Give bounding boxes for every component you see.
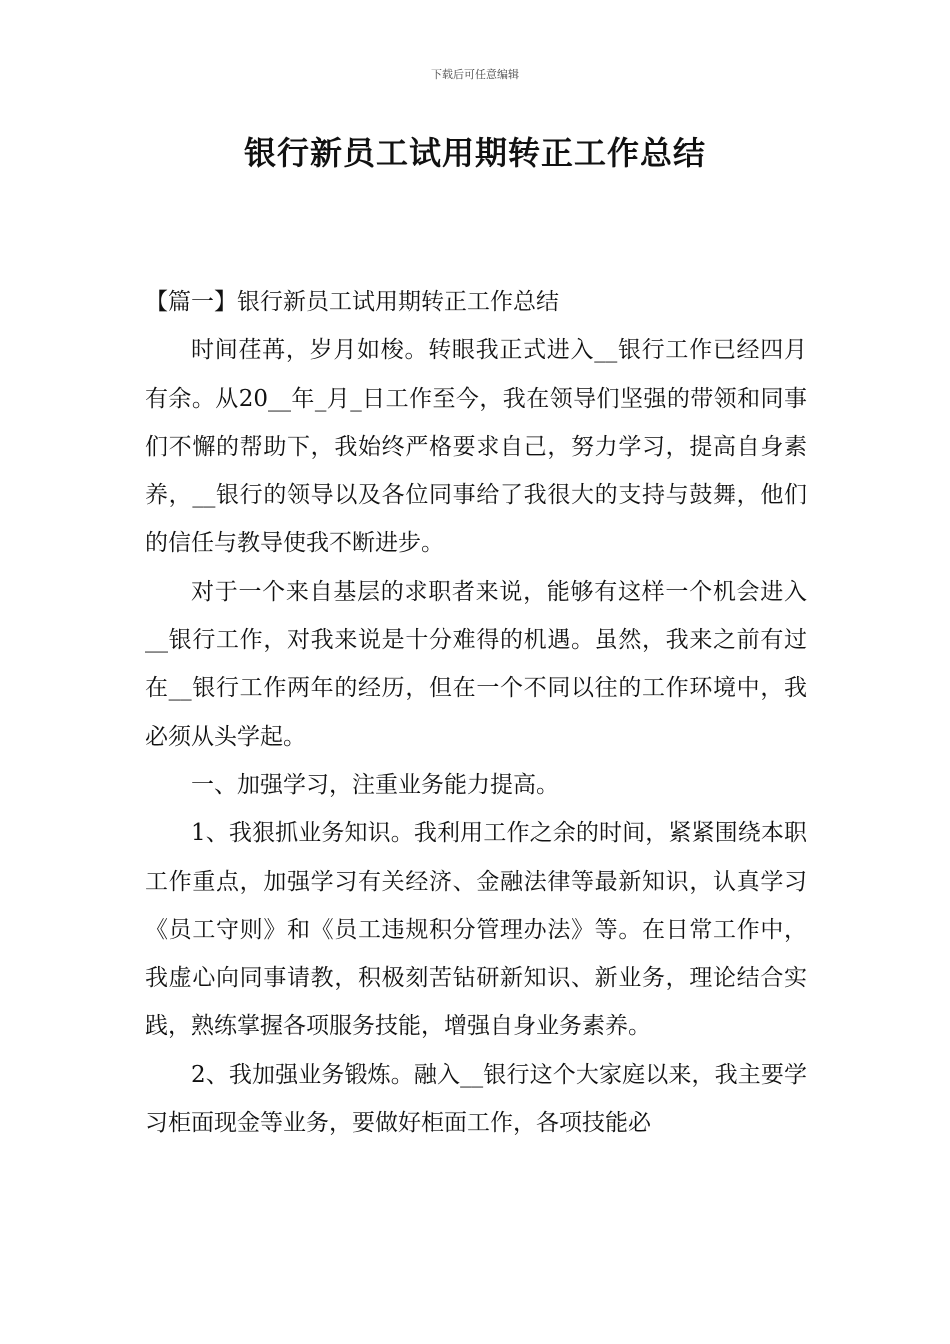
header-note: 下载后可任意编辑 bbox=[431, 68, 519, 81]
document-body bbox=[145, 278, 807, 1147]
paragraph: 时间荏苒，岁月如梭。转眼我正式进入__银行工作已经四月有余。从20__年_月_日工作至今，我在领导们坚强的带领和同事们不懈的帮助下，我始终严格要求自己，努力学习，提高自身素养，__银行的领导以及各位同事给了我很大的支持与鼓舞，他们的信任与教导使我不断进步。 bbox=[145, 337, 807, 557]
section-heading: 【篇一】银行新员工试用期转正工作总结 bbox=[145, 289, 559, 315]
document-title: 银行新员工试用期转正工作总结 bbox=[243, 134, 706, 172]
subsection-heading: 一、加强学习，注重业务能力提高。 bbox=[191, 771, 559, 798]
paragraph: 对于一个来自基层的求职者来说，能够有这样一个机会进入__银行工作，对我来说是十分难得的机遇。虽然，我来之前有过在__银行工作两年的经历，但在一个不同以往的工作环境中，我必须从头学起。 bbox=[145, 578, 807, 750]
paragraph: 1、我狠抓业务知识。我利用工作之余的时间，紧紧围绕本职工作重点，加强学习有关经济、金融法律等最新知识，认真学习《员工守则》和《员工违规积分管理办法》等。在日常工作中，我虚心向同事请教，积极刻苦钻研新知识、新业务，理论结合实践，熟练掌握各项服务技能，增强自身业务素养。 bbox=[145, 820, 807, 1040]
paragraph: 2、我加强业务锻炼。融入__银行这个大家庭以来，我主要学习柜面现金等业务，要做好柜面工作，各项技能必 bbox=[145, 1061, 807, 1137]
